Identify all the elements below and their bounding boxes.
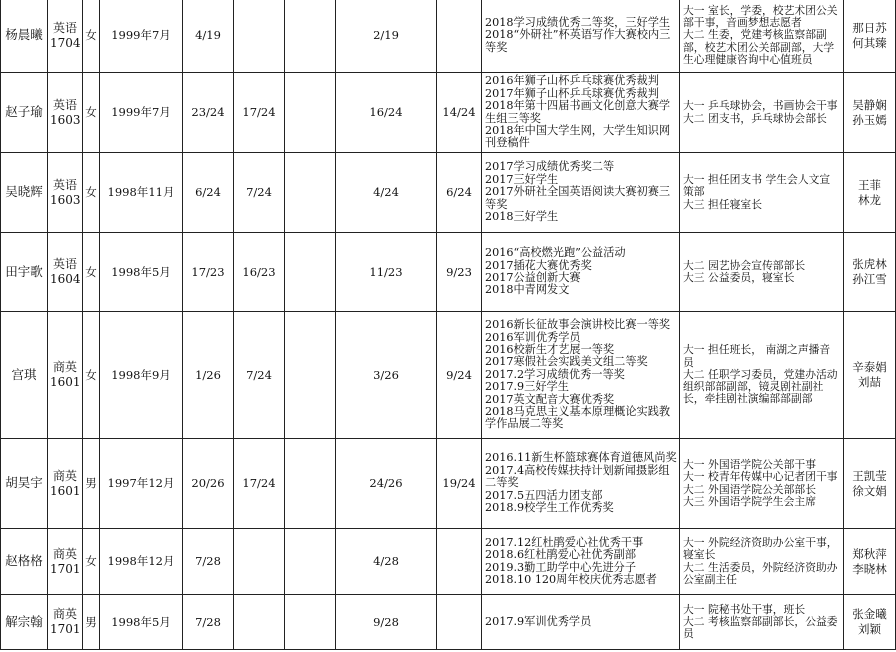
recommender-name: 李晓林 bbox=[852, 561, 887, 576]
rank-score-1: 17/23 bbox=[183, 233, 234, 312]
award-item: 2017学习成绩优秀奖二等 bbox=[485, 160, 615, 174]
awards-cell bbox=[482, 233, 680, 312]
student-name: 吴晓辉 bbox=[1, 153, 48, 233]
student-name: 解宗翰 bbox=[1, 595, 48, 650]
recommender-name: 张虎林 bbox=[852, 257, 887, 271]
duty-item: 大一 乒乓球协会，书画协会干事 bbox=[683, 99, 838, 113]
student-name: 杨晨曦 bbox=[1, 0, 48, 73]
duties-cell bbox=[680, 439, 844, 529]
class-number: 1601 bbox=[50, 375, 81, 389]
award-item: 2018.10 120周年校庆优秀志愿者 bbox=[485, 572, 657, 586]
award-item: 2017寒假社会实践美文组二等奖 bbox=[485, 355, 648, 369]
class-cell bbox=[48, 73, 83, 153]
table-row bbox=[1, 312, 896, 439]
award-item: 2017.5五四活力团支部 bbox=[485, 488, 603, 502]
rank-score-4 bbox=[437, 0, 482, 73]
recommender-name: 徐文娟 bbox=[852, 483, 887, 498]
duty-item: 大二 团支书，乒乓球协会部长 bbox=[683, 111, 827, 125]
gender: 女 bbox=[83, 529, 100, 595]
award-item: 2016.11新生杯篮球赛体育道德风尚奖 bbox=[485, 451, 677, 465]
gender: 男 bbox=[83, 595, 100, 650]
duties-cell bbox=[680, 233, 844, 312]
duty-item: 大二 任职学习委员，党建办活动组织部部副部，镜灵剧社副社长，牵挂剧社演编部部副部 bbox=[683, 367, 838, 406]
class-major: 商英 bbox=[52, 468, 77, 483]
awards-cell bbox=[482, 529, 680, 595]
award-item: 2018.6红杜鹃爱心社优秀副部 bbox=[485, 548, 637, 562]
duty-item: 大二 生活委员，外院经济资助办公室副主任 bbox=[683, 560, 838, 586]
rank-score-2: 17/24 bbox=[234, 73, 285, 153]
award-item: 2016“高校燃光跑”公益活动 bbox=[485, 246, 626, 260]
class-major: 英语 bbox=[52, 257, 77, 271]
gender: 女 bbox=[83, 73, 100, 153]
table-row bbox=[1, 595, 896, 650]
award-item: 2017公益创新大赛 bbox=[485, 271, 581, 284]
award-item: 2018.9校学生工作优秀奖 bbox=[485, 501, 614, 515]
class-number: 1604 bbox=[50, 272, 81, 286]
duties-cell bbox=[680, 153, 844, 233]
awards-cell bbox=[482, 73, 680, 153]
award-item: 2016新长征故事会演讲校比赛一等奖 bbox=[485, 318, 671, 332]
award-item: 2017.4高校传媒扶持计划新闻摄影组二等奖 bbox=[485, 463, 670, 490]
duty-item: 大一 校青年传媒中心记者团干事 bbox=[683, 470, 838, 484]
duties-cell bbox=[680, 595, 844, 650]
rank-score-2: 16/23 bbox=[234, 233, 285, 312]
rank-score-1: 1/26 bbox=[183, 312, 234, 439]
rank-score-2: 7/24 bbox=[234, 153, 285, 233]
duties-cell bbox=[680, 312, 844, 439]
award-item: 2016校新生才艺展一等奖 bbox=[485, 342, 615, 356]
blank-cell bbox=[285, 73, 336, 153]
table-row bbox=[1, 529, 896, 595]
class-cell bbox=[48, 312, 83, 439]
blank-cell bbox=[285, 0, 336, 73]
student-name: 赵格格 bbox=[1, 529, 48, 595]
class-number: 1704 bbox=[50, 35, 81, 50]
duties-cell bbox=[680, 0, 844, 73]
rank-score-4: 9/23 bbox=[437, 233, 482, 312]
birth-date: 1998年12月 bbox=[100, 529, 183, 595]
recommender-name: 辛泰娟 bbox=[852, 360, 887, 374]
recommenders-cell bbox=[844, 529, 896, 595]
rank-score-3: 9/28 bbox=[336, 595, 437, 650]
rank-score-1: 4/19 bbox=[183, 0, 234, 73]
award-item: 2018三好学生 bbox=[485, 210, 559, 224]
gender: 女 bbox=[83, 153, 100, 233]
awards-cell bbox=[482, 439, 680, 529]
award-item: 2016军训优秀学员 bbox=[485, 330, 581, 344]
award-item: 2019.3勤工助学中心先进分子 bbox=[485, 560, 637, 574]
duty-item: 大二 考核监察部副部长，公益委员 bbox=[683, 614, 838, 641]
award-item: 2017.2学习成绩优秀一等奖 bbox=[485, 367, 625, 381]
table-row bbox=[1, 439, 896, 529]
rank-score-3: 16/24 bbox=[336, 73, 437, 153]
recommenders-cell bbox=[844, 153, 896, 233]
class-cell bbox=[48, 595, 83, 650]
award-item: 2018年第十四届书画文化创意大赛学生组三等奖 bbox=[485, 99, 671, 125]
class-number: 1603 bbox=[50, 192, 81, 207]
class-cell bbox=[48, 233, 83, 312]
recommender-name: 刘颖 bbox=[858, 622, 881, 636]
birth-date: 1998年5月 bbox=[100, 233, 183, 312]
gender: 男 bbox=[83, 439, 100, 529]
recommender-name: 王凯莹 bbox=[852, 468, 887, 483]
award-item: 2017三好学生 bbox=[485, 172, 559, 186]
class-major: 商英 bbox=[52, 607, 77, 621]
class-number: 1701 bbox=[50, 622, 81, 636]
student-name: 宫琪 bbox=[1, 312, 48, 439]
recommenders-cell bbox=[844, 73, 896, 153]
award-item: 2018“外研社”杯英语写作大赛校内三等奖 bbox=[485, 28, 671, 54]
recommender-name: 吴静娴 bbox=[852, 97, 887, 112]
duty-item: 大一 院秘书处干事，班长 bbox=[683, 602, 806, 616]
awards-cell bbox=[482, 0, 680, 73]
blank-cell bbox=[285, 595, 336, 650]
duty-item: 大一 外国语学院公关部干事 bbox=[683, 458, 816, 472]
rank-score-1: 6/24 bbox=[183, 153, 234, 233]
class-cell bbox=[48, 529, 83, 595]
rank-score-1: 7/28 bbox=[183, 595, 234, 650]
duties-cell bbox=[680, 73, 844, 153]
awards-cell bbox=[482, 312, 680, 439]
rank-score-2 bbox=[234, 595, 285, 650]
table-row bbox=[1, 233, 896, 312]
rank-score-2: 17/24 bbox=[234, 439, 285, 529]
class-major: 商英 bbox=[52, 546, 77, 561]
recommender-name: 林龙 bbox=[858, 192, 881, 207]
rank-score-1: 20/26 bbox=[183, 439, 234, 529]
duty-item: 大一 外院经济资助办公室干事，寝室长 bbox=[683, 536, 838, 562]
rank-score-3: 11/23 bbox=[336, 233, 437, 312]
award-item: 2016年狮子山杯乒乓球赛优秀裁判 bbox=[485, 74, 659, 88]
duty-item: 大一 室长，学委，校艺术团公关部干事，音画梦想志愿者 bbox=[683, 3, 838, 30]
rank-score-3: 24/26 bbox=[336, 439, 437, 529]
rank-score-4 bbox=[437, 529, 482, 595]
rank-score-2 bbox=[234, 529, 285, 595]
birth-date: 1998年9月 bbox=[100, 312, 183, 439]
recommenders-cell bbox=[844, 312, 896, 439]
recommender-name: 刘喆 bbox=[858, 375, 881, 389]
recommender-name: 张金曦 bbox=[852, 607, 887, 621]
duty-item: 大三 担任寝室长 bbox=[683, 197, 763, 211]
table-row bbox=[1, 153, 896, 233]
recommender-name: 何其臻 bbox=[852, 35, 887, 50]
rank-score-4: 14/24 bbox=[437, 73, 482, 153]
award-item: 2018年中国大学生网，大学生知识网刊登稿件 bbox=[485, 123, 671, 150]
table-row bbox=[1, 0, 896, 73]
class-major: 英语 bbox=[52, 97, 77, 112]
recommenders-cell bbox=[844, 0, 896, 73]
birth-date: 1998年11月 bbox=[100, 153, 183, 233]
duty-item: 大二 外国语学院公关部部长 bbox=[683, 482, 816, 496]
duties-cell bbox=[680, 529, 844, 595]
rank-score-4: 9/24 bbox=[437, 312, 482, 439]
rank-score-1: 7/28 bbox=[183, 529, 234, 595]
class-number: 1601 bbox=[50, 483, 81, 498]
gender: 女 bbox=[83, 0, 100, 73]
duty-item: 大二 生委，党建考核监察部副部，校艺术团公关部副部，大学生心理健康咨询中心值班员 bbox=[683, 28, 835, 66]
recommender-name: 那日苏 bbox=[852, 20, 887, 35]
student-name: 赵子瑜 bbox=[1, 73, 48, 153]
class-cell bbox=[48, 153, 83, 233]
blank-cell bbox=[285, 312, 336, 439]
rank-score-3: 4/24 bbox=[336, 153, 437, 233]
class-major: 商英 bbox=[52, 360, 77, 374]
award-item: 2018中青网发文 bbox=[485, 283, 570, 297]
award-item: 2017.9三好学生 bbox=[485, 380, 569, 394]
duty-item: 大三 外国语学院学生会主席 bbox=[683, 494, 816, 508]
rank-score-2 bbox=[234, 0, 285, 73]
class-number: 1701 bbox=[50, 561, 81, 576]
award-item: 2017外研社全国英语阅读大赛初赛三等奖 bbox=[485, 185, 671, 211]
award-item: 2017年狮子山杯乒乓球赛优秀裁判 bbox=[485, 86, 659, 100]
award-item: 2017插花大赛优秀奖 bbox=[485, 258, 592, 272]
rank-score-3: 4/28 bbox=[336, 529, 437, 595]
rank-score-4: 6/24 bbox=[437, 153, 482, 233]
awards-cell bbox=[482, 595, 680, 650]
duty-item: 大一 担任团支书 学生会人文宣策部 bbox=[683, 173, 831, 199]
award-item: 2018马克思主义基本原理概论实践教学作品展二等奖 bbox=[485, 405, 671, 431]
class-major: 英语 bbox=[52, 177, 77, 192]
birth-date: 1998年5月 bbox=[100, 595, 183, 650]
rank-score-2: 7/24 bbox=[234, 312, 285, 439]
blank-cell bbox=[285, 233, 336, 312]
rank-score-3: 2/19 bbox=[336, 0, 437, 73]
recommender-name: 郑秋萍 bbox=[852, 546, 887, 561]
recommenders-cell bbox=[844, 233, 896, 312]
table-row bbox=[1, 73, 896, 153]
recommender-name: 王菲 bbox=[858, 177, 881, 192]
table-body bbox=[1, 0, 896, 650]
rank-score-4: 19/24 bbox=[437, 439, 482, 529]
class-cell bbox=[48, 439, 83, 529]
award-item: 2017.9军训优秀学员 bbox=[485, 614, 592, 628]
class-number: 1603 bbox=[50, 112, 81, 127]
birth-date: 1999年7月 bbox=[100, 0, 183, 73]
blank-cell bbox=[285, 153, 336, 233]
duty-item: 大一 担任班长， 南湖之声播音员 bbox=[683, 343, 831, 369]
rank-score-3: 3/26 bbox=[336, 312, 437, 439]
recommender-name: 孙江雪 bbox=[852, 272, 887, 286]
birth-date: 1997年12月 bbox=[100, 439, 183, 529]
class-cell bbox=[48, 0, 83, 73]
duty-item: 大二 园艺协会宣传部部长 bbox=[683, 258, 806, 272]
student-name: 胡昊宇 bbox=[1, 439, 48, 529]
rank-score-4 bbox=[437, 595, 482, 650]
blank-cell bbox=[285, 529, 336, 595]
duty-item: 大三 公益委员，寝室长 bbox=[683, 271, 795, 284]
award-item: 2018学习成绩优秀二等奖，三好学生 bbox=[485, 15, 671, 29]
gender: 女 bbox=[83, 233, 100, 312]
recommender-name: 孙玉嫣 bbox=[852, 112, 887, 127]
award-item: 2017英文配音大赛优秀奖 bbox=[485, 392, 615, 406]
class-major: 英语 bbox=[52, 20, 77, 35]
recommenders-cell bbox=[844, 439, 896, 529]
student-name: 田宇歌 bbox=[1, 233, 48, 312]
recommenders-cell bbox=[844, 595, 896, 650]
awards-cell bbox=[482, 153, 680, 233]
rank-score-1: 23/24 bbox=[183, 73, 234, 153]
birth-date: 1999年7月 bbox=[100, 73, 183, 153]
gender: 女 bbox=[83, 312, 100, 439]
blank-cell bbox=[285, 439, 336, 529]
award-item: 2017.12红杜鹃爱心社优秀干事 bbox=[485, 535, 644, 549]
